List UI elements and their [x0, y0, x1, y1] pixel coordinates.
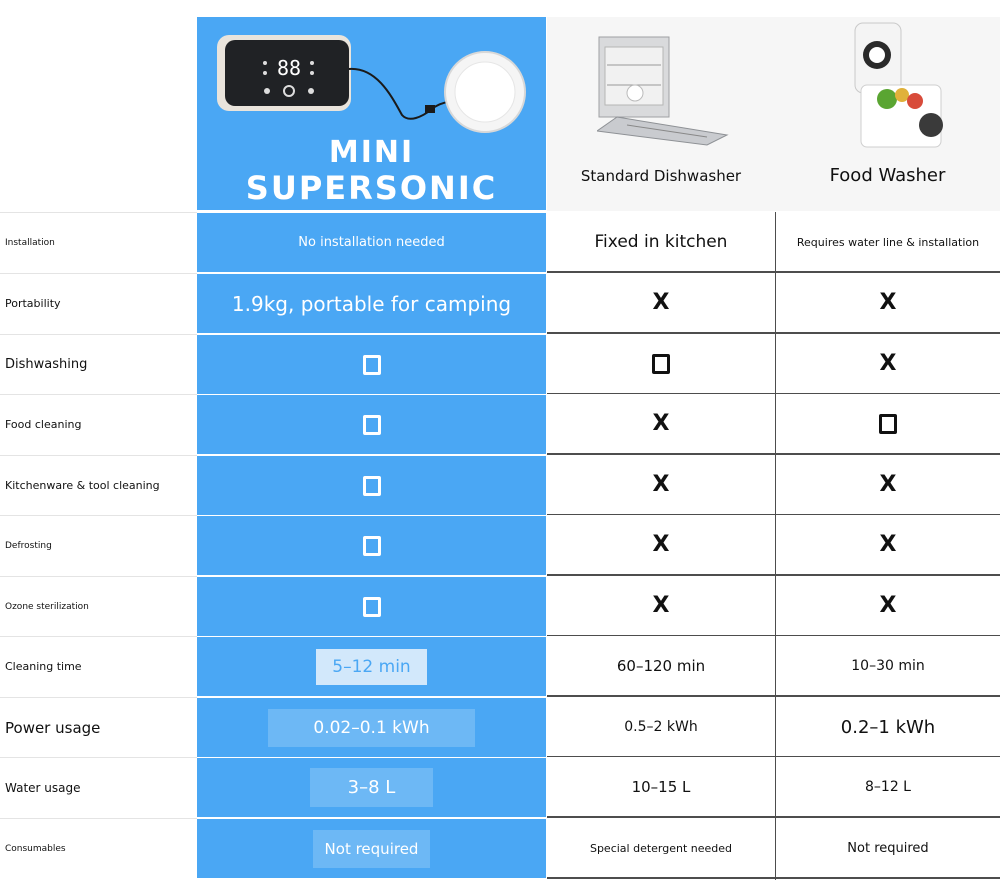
header-blank-cell	[0, 0, 197, 211]
row-label: Water usage	[0, 757, 197, 817]
svg-text:88: 88	[277, 56, 302, 80]
standard-value: Special detergent needed	[547, 818, 775, 878]
standard-value: 0.5–2 kWh	[547, 697, 775, 757]
product-title-line2: SUPERSONIC	[245, 169, 498, 207]
x-mark-icon: X	[879, 351, 897, 376]
o-mark-icon	[363, 536, 381, 556]
o-mark-icon	[363, 476, 381, 496]
row-label: Dishwashing	[0, 334, 197, 394]
column-title-food: Food Washer	[829, 165, 946, 186]
o-mark-icon	[363, 415, 381, 435]
standard-value	[547, 576, 775, 636]
controller-device-image	[217, 35, 352, 113]
food-value	[776, 334, 1000, 394]
x-mark-icon: X	[652, 532, 670, 557]
product-title-line1: MINI	[328, 135, 415, 170]
x-mark-icon: X	[652, 411, 670, 436]
mini-value: No installation needed	[197, 212, 546, 272]
mini-value	[197, 636, 546, 696]
highlight-pill: 5–12 min	[316, 649, 426, 685]
standard-value	[547, 515, 775, 575]
x-mark-icon: X	[652, 593, 670, 618]
row-label: Ozone sterilization	[0, 576, 197, 636]
standard-value: 60–120 min	[547, 636, 775, 696]
header-mini-supersonic	[197, 17, 546, 210]
mini-value	[197, 576, 546, 636]
o-mark-icon	[879, 414, 897, 434]
standard-value: 10–15 L	[547, 757, 775, 817]
highlight-pill: Not required	[313, 830, 431, 868]
table-row	[0, 576, 1000, 636]
highlight-pill: 0.02–0.1 kWh	[268, 709, 474, 747]
o-mark-icon	[652, 354, 670, 374]
food-washer-image	[847, 21, 947, 151]
power-cable-image	[347, 57, 457, 127]
mini-value	[197, 334, 546, 394]
table-row	[0, 757, 1000, 817]
food-value	[776, 394, 1000, 454]
row-label: Portability	[0, 273, 197, 333]
row-label: Kitchenware & tool cleaning	[0, 455, 197, 515]
food-value	[776, 576, 1000, 636]
x-mark-icon: X	[652, 472, 670, 497]
food-value: 0.2–1 kWh	[776, 697, 1000, 757]
mini-value	[197, 697, 546, 757]
o-mark-icon	[363, 597, 381, 617]
row-label: Cleaning time	[0, 636, 197, 696]
x-mark-icon: X	[879, 532, 897, 557]
table-row	[0, 273, 1000, 333]
table-row	[0, 515, 1000, 575]
mini-value: 1.9kg, portable for camping	[197, 273, 546, 333]
o-mark-icon	[363, 355, 381, 375]
dishwasher-image	[597, 35, 729, 147]
standard-value	[547, 455, 775, 515]
x-mark-icon: X	[879, 290, 897, 315]
food-value: Requires water line & installation	[776, 212, 1000, 272]
table-row	[0, 636, 1000, 696]
table-row	[0, 818, 1000, 878]
x-mark-icon: X	[879, 472, 897, 497]
x-mark-icon: X	[652, 290, 670, 315]
standard-value: Fixed in kitchen	[547, 212, 775, 272]
row-label: Defrosting	[0, 515, 197, 575]
row-label: Food cleaning	[0, 394, 197, 454]
row-label: Power usage	[0, 697, 197, 757]
food-value: 8–12 L	[776, 757, 1000, 817]
food-value	[776, 455, 1000, 515]
mini-value	[197, 818, 546, 878]
food-value: 10–30 min	[776, 636, 1000, 696]
row-label: Consumables	[0, 818, 197, 878]
food-value	[776, 515, 1000, 575]
mini-value	[197, 757, 546, 817]
header-food-washer	[775, 17, 1000, 211]
row-label: Installation	[0, 212, 197, 272]
header-standard-dishwasher	[547, 17, 775, 211]
table-row	[0, 697, 1000, 757]
mini-value	[197, 515, 546, 575]
table-row	[0, 455, 1000, 515]
table-row	[0, 212, 1000, 272]
standard-value	[547, 394, 775, 454]
table-row	[0, 394, 1000, 454]
transducer-disc-image	[443, 50, 528, 135]
table-row	[0, 334, 1000, 394]
standard-value	[547, 334, 775, 394]
mini-value	[197, 455, 546, 515]
x-mark-icon: X	[879, 593, 897, 618]
column-title-standard: Standard Dishwasher	[580, 167, 742, 185]
standard-value	[547, 273, 775, 333]
row-divider	[547, 877, 1000, 879]
highlight-pill: 3–8 L	[310, 768, 434, 807]
food-value	[776, 273, 1000, 333]
mini-value	[197, 394, 546, 454]
food-value: Not required	[776, 818, 1000, 878]
